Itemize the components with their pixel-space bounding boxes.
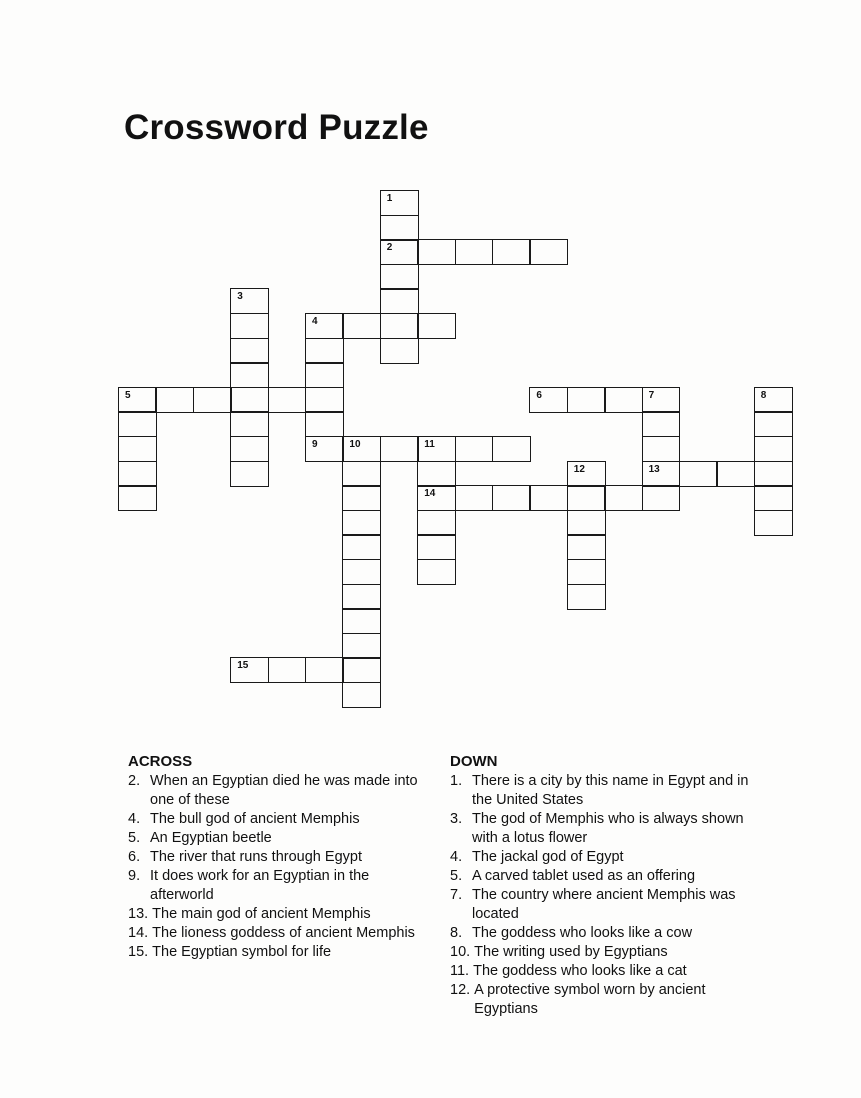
crossword-cell[interactable] — [193, 387, 232, 413]
crossword-cell[interactable] — [342, 608, 381, 634]
down-clue — [450, 962, 770, 981]
cell-number: 8 — [760, 389, 767, 401]
crossword-cell[interactable] — [604, 387, 643, 413]
clue-number: 8. — [450, 925, 463, 941]
down-clue — [450, 848, 770, 867]
clue-text: There is a city by this name in Egypt and in the United States — [472, 773, 749, 808]
crossword-cell[interactable] — [230, 461, 269, 487]
crossword-cell[interactable] — [380, 338, 419, 364]
crossword-cell[interactable] — [118, 461, 157, 487]
crossword-cell[interactable] — [230, 288, 269, 314]
cell-number: 12 — [573, 463, 585, 475]
across-clues — [128, 752, 428, 962]
down-clue-list — [450, 772, 770, 1019]
crossword-cell[interactable] — [305, 657, 344, 683]
crossword-cell[interactable] — [716, 461, 755, 487]
crossword-cell[interactable] — [417, 485, 456, 511]
crossword-cell[interactable] — [342, 461, 381, 487]
across-heading: ACROSS — [128, 753, 193, 770]
crossword-cell[interactable] — [380, 436, 419, 462]
crossword-cell[interactable] — [642, 411, 681, 437]
clue-number: 14. — [128, 925, 149, 941]
crossword-cell[interactable] — [342, 510, 381, 536]
clue-text: The lioness goddess of ancient Memphis — [152, 925, 415, 941]
crossword-cell[interactable] — [642, 461, 681, 487]
crossword-cell[interactable] — [754, 510, 793, 536]
clue-text: The goddess who looks like a cat — [473, 963, 687, 979]
clue-number: 4. — [128, 811, 141, 827]
crossword-cell[interactable] — [342, 485, 381, 511]
crossword-cell[interactable] — [230, 657, 269, 683]
crossword-cell[interactable] — [268, 387, 307, 413]
cell-number: 13 — [648, 463, 660, 475]
crossword-cell[interactable] — [305, 387, 344, 413]
crossword-cell[interactable] — [754, 461, 793, 487]
crossword-cell[interactable] — [642, 387, 681, 413]
crossword-cell[interactable] — [417, 239, 456, 265]
crossword-cell[interactable] — [230, 338, 269, 364]
clue-text: The writing used by Egyptians — [474, 944, 668, 960]
crossword-cell[interactable] — [380, 215, 419, 241]
crossword-cell[interactable] — [529, 239, 568, 265]
crossword-cell[interactable] — [455, 436, 494, 462]
crossword-cell[interactable] — [268, 657, 307, 683]
clue-text: The goddess who looks like a cow — [472, 925, 693, 941]
crossword-cell[interactable] — [305, 338, 344, 364]
down-clue — [450, 810, 770, 848]
across-clue — [128, 810, 428, 829]
crossword-cell[interactable] — [305, 362, 344, 388]
cell-number: 11 — [424, 439, 435, 450]
crossword-cell[interactable] — [342, 559, 381, 585]
clue-text: The country where ancient Memphis was located — [472, 887, 736, 922]
clue-text: When an Egyptian died he was made into one of these — [150, 773, 418, 808]
clue-text: It does work for an Egyptian in the afterworld — [150, 868, 370, 903]
clue-number: 1. — [450, 773, 463, 789]
clue-text: A protective symbol worn by ancient Egyptians — [474, 982, 706, 1017]
crossword-cell[interactable] — [417, 510, 456, 536]
crossword-cell[interactable] — [529, 387, 568, 413]
down-heading: DOWN — [450, 753, 498, 770]
crossword-cell[interactable] — [754, 485, 793, 511]
clue-text: The river that runs through Egypt — [150, 849, 362, 865]
crossword-cell[interactable] — [230, 362, 269, 388]
clue-text: A carved tablet used as an offering — [472, 868, 696, 884]
down-clue — [450, 943, 770, 962]
crossword-cell[interactable] — [417, 534, 456, 560]
crossword-cell[interactable] — [417, 436, 456, 462]
crossword-cell[interactable] — [754, 436, 793, 462]
page-title: Crossword Puzzle — [124, 108, 429, 147]
crossword-cell[interactable] — [567, 534, 606, 560]
crossword-cell[interactable] — [380, 313, 419, 339]
cell-number: 9 — [312, 439, 318, 450]
cell-number: 3 — [237, 291, 243, 303]
across-clue — [128, 867, 428, 905]
crossword-cell[interactable] — [118, 387, 157, 413]
crossword-cell[interactable] — [118, 436, 157, 462]
crossword-cell[interactable] — [642, 436, 681, 462]
crossword-cell[interactable] — [118, 485, 157, 511]
clue-text: The main god of ancient Memphis — [152, 906, 371, 922]
crossword-cell[interactable] — [380, 264, 419, 290]
crossword-cell[interactable] — [754, 411, 793, 437]
crossword-cell[interactable] — [492, 436, 531, 462]
across-clue — [128, 905, 428, 924]
clue-number: 11. — [450, 963, 470, 979]
clue-number: 3. — [450, 811, 463, 827]
crossword-cell[interactable] — [679, 461, 718, 487]
crossword-cell[interactable] — [754, 387, 793, 413]
crossword-cell[interactable] — [118, 411, 157, 437]
clue-number: 2. — [128, 773, 141, 789]
clue-number: 4. — [450, 849, 463, 865]
crossword-cell[interactable] — [305, 411, 344, 437]
down-clues — [450, 752, 770, 1019]
crossword-cell[interactable] — [380, 288, 419, 314]
crossword-cell[interactable] — [417, 559, 456, 585]
crossword-cell[interactable] — [230, 387, 269, 413]
across-clue-list — [128, 772, 428, 962]
crossword-cell[interactable] — [567, 461, 606, 487]
crossword-cell[interactable] — [342, 313, 381, 339]
crossword-cell[interactable] — [567, 387, 606, 413]
down-clue — [450, 772, 770, 810]
crossword-cell[interactable] — [492, 485, 531, 511]
cell-number: 14 — [424, 488, 436, 500]
crossword-cell[interactable] — [342, 436, 381, 462]
crossword-cell[interactable] — [230, 436, 269, 462]
crossword-cell[interactable] — [455, 485, 494, 511]
across-clue — [128, 829, 428, 848]
clue-number: 5. — [450, 868, 463, 884]
crossword-cell[interactable] — [305, 436, 344, 462]
clue-text: The bull god of ancient Memphis — [150, 811, 360, 827]
cell-number: 15 — [237, 660, 249, 672]
down-clue — [450, 924, 770, 943]
down-clue — [450, 981, 770, 1019]
crossword-cell[interactable] — [567, 485, 606, 511]
crossword-cell[interactable] — [305, 313, 344, 339]
crossword-cell[interactable] — [342, 584, 381, 610]
cell-number: 2 — [386, 242, 393, 254]
clue-number: 10. — [450, 944, 471, 960]
crossword-cell[interactable] — [342, 633, 381, 659]
clue-text: The jackal god of Egypt — [472, 849, 624, 865]
clue-number: 9. — [128, 868, 141, 884]
crossword-cell[interactable] — [230, 411, 269, 437]
cell-number: 6 — [536, 389, 542, 401]
down-clue — [450, 867, 770, 886]
clue-number: 6. — [128, 849, 141, 865]
across-clue — [128, 772, 428, 810]
clue-number: 5. — [128, 830, 141, 846]
clue-text: An Egyptian beetle — [150, 830, 272, 846]
crossword-cell[interactable] — [529, 485, 568, 511]
crossword-cell[interactable] — [567, 559, 606, 585]
crossword-cell[interactable] — [455, 239, 494, 265]
cell-number: 10 — [349, 439, 361, 450]
clue-text: The god of Memphis who is always shown with a lotus flower — [472, 811, 744, 846]
crossword-cell[interactable] — [492, 239, 531, 265]
down-clue — [450, 886, 770, 924]
crossword-cell[interactable] — [417, 461, 456, 487]
cell-number: 5 — [125, 389, 131, 401]
across-clue — [128, 943, 428, 962]
across-clue — [128, 924, 428, 943]
cell-number: 1 — [386, 193, 393, 204]
clue-number: 12. — [450, 982, 471, 998]
clue-number: 13. — [128, 906, 149, 922]
cell-number: 7 — [648, 389, 655, 401]
crossword-cell[interactable] — [380, 190, 419, 216]
crossword-cell[interactable] — [342, 657, 381, 683]
crossword-cell[interactable] — [604, 485, 643, 511]
crossword-cell[interactable] — [642, 485, 681, 511]
crossword-cell[interactable] — [342, 682, 381, 708]
crossword-cell[interactable] — [380, 239, 419, 265]
crossword-cell[interactable] — [155, 387, 194, 413]
crossword-cell[interactable] — [230, 313, 269, 339]
clue-number: 15. — [128, 944, 149, 960]
crossword-cell[interactable] — [567, 584, 606, 610]
crossword-cell[interactable] — [417, 313, 456, 339]
cell-number: 4 — [312, 316, 318, 327]
crossword-cell[interactable] — [567, 510, 606, 536]
across-clue — [128, 848, 428, 867]
crossword-cell[interactable] — [342, 534, 381, 560]
clue-number: 7. — [450, 887, 463, 903]
clue-text: The Egyptian symbol for life — [152, 944, 332, 960]
